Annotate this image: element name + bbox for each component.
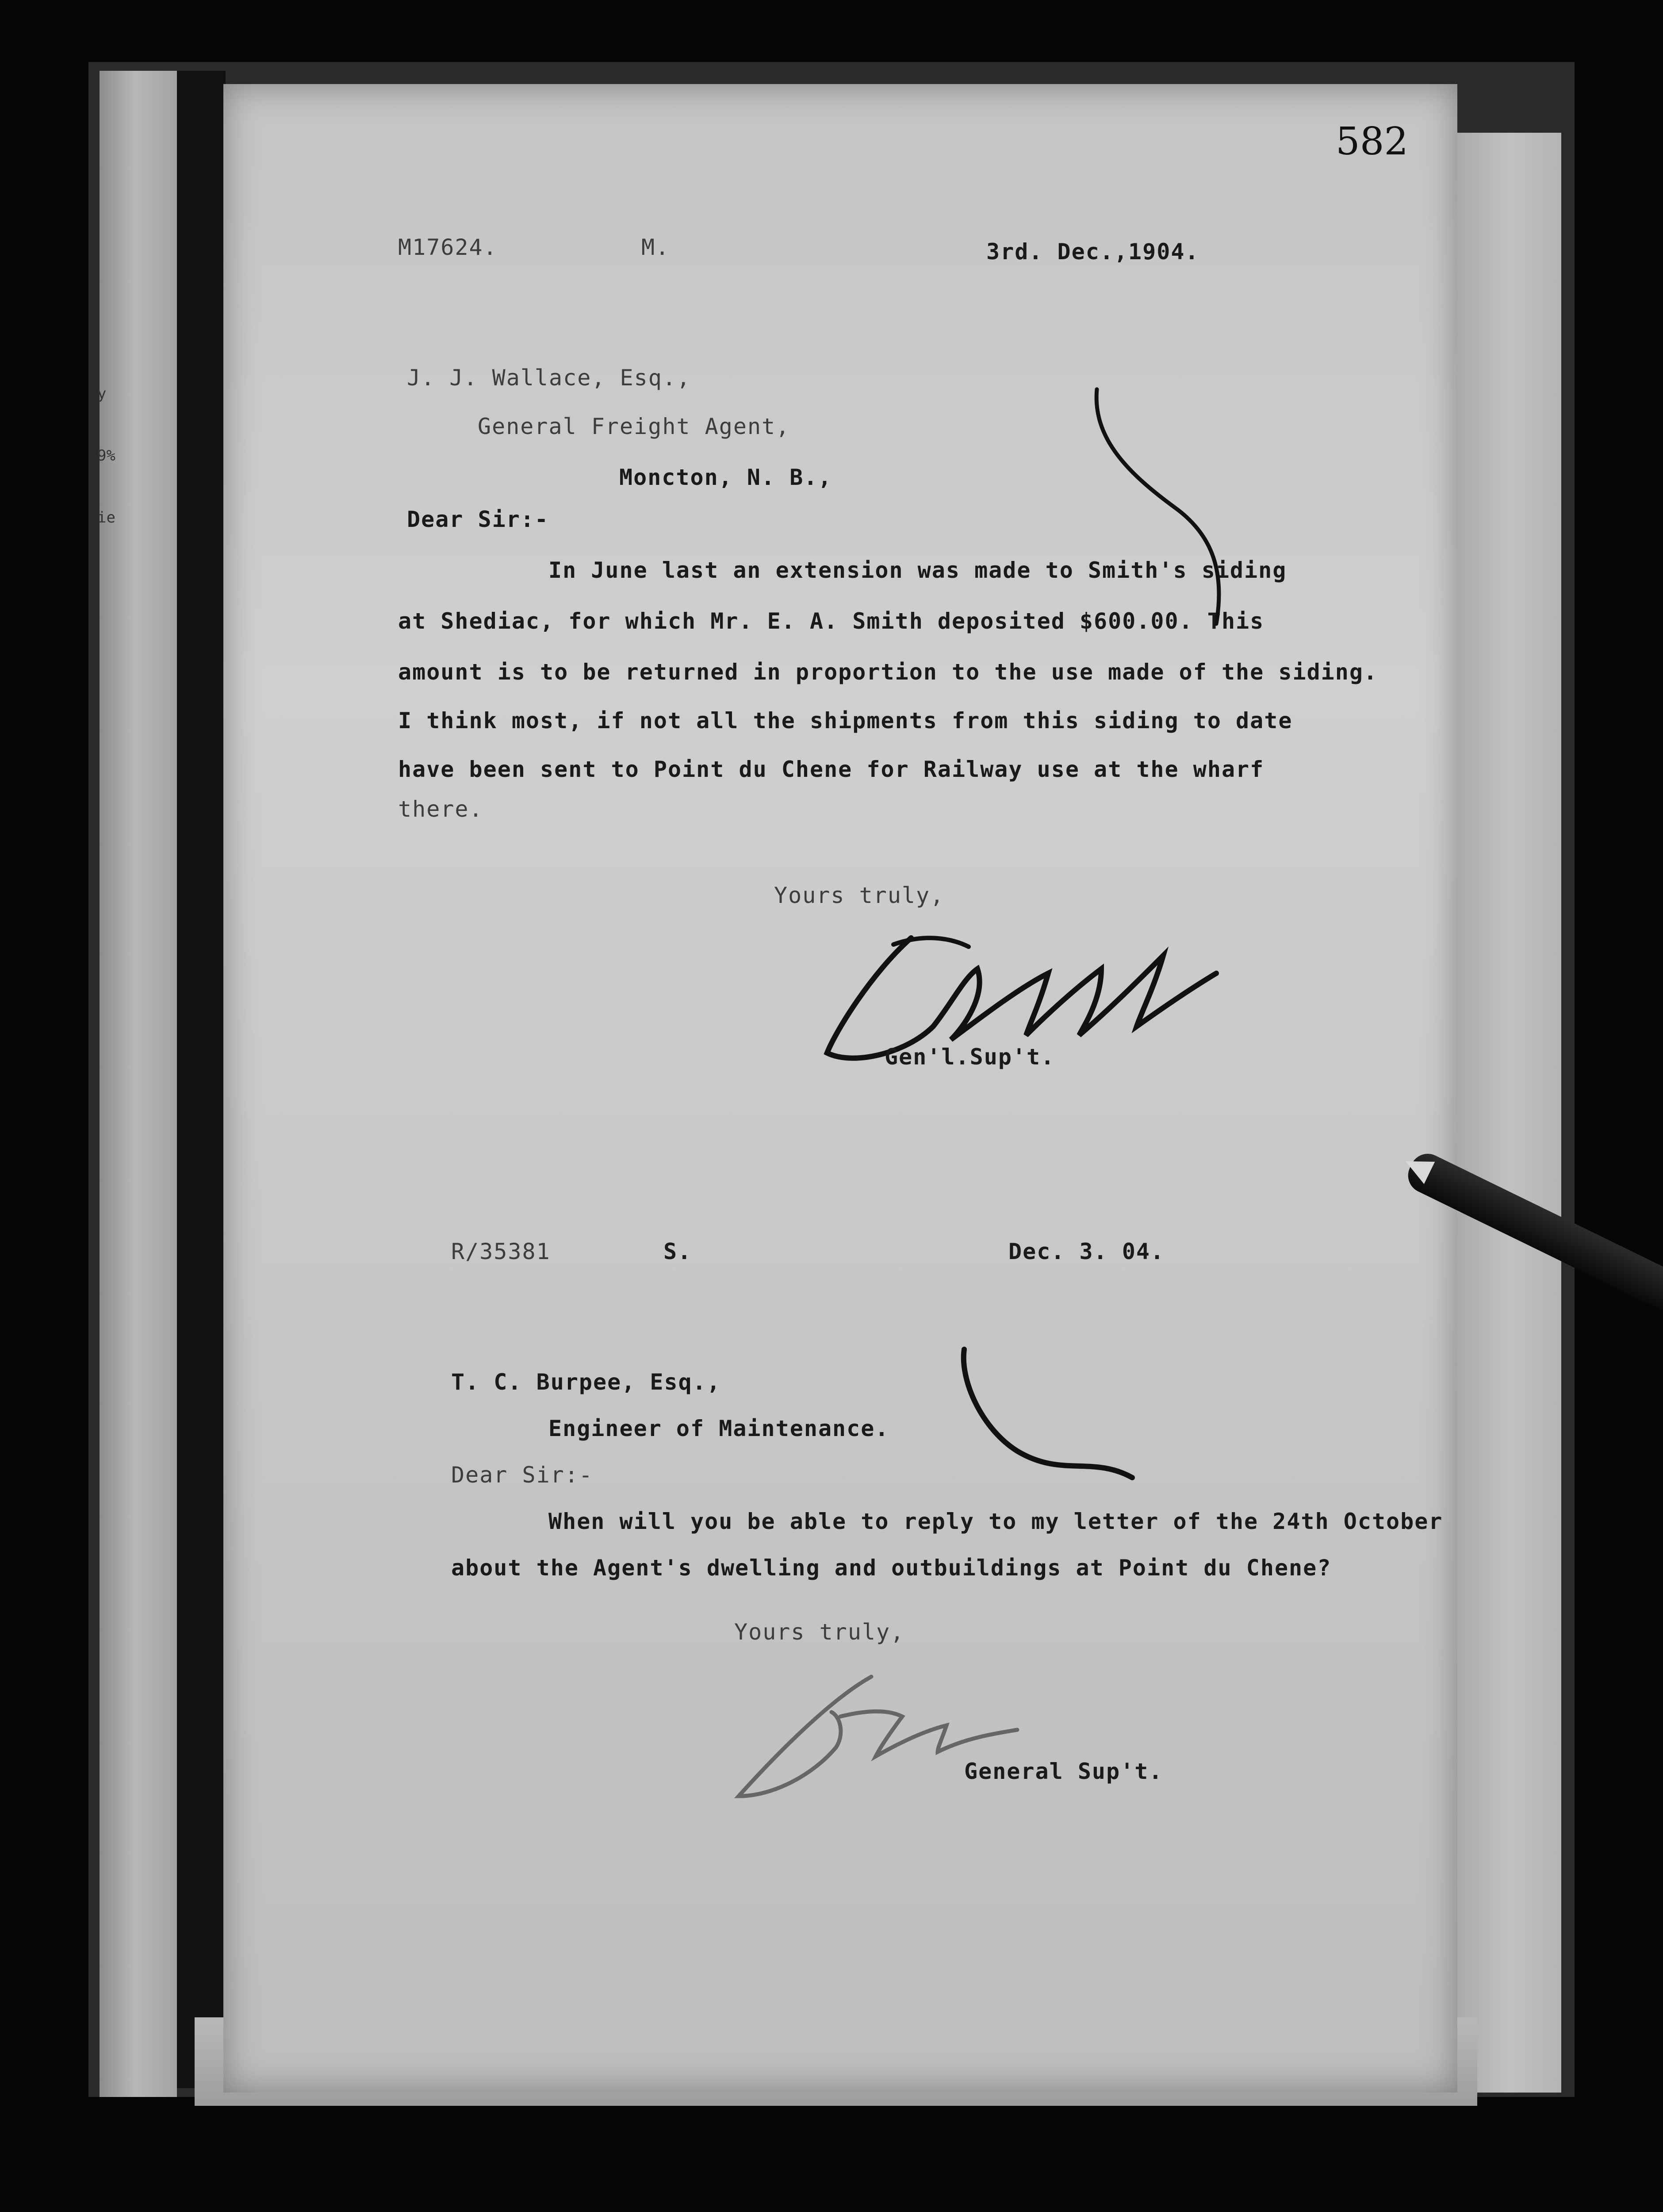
letter2-body-line: about the Agent's dwelling and outbuildings at Point du Chene? (451, 1555, 1332, 1581)
letter1-recipient-place: Moncton, N. B., (619, 465, 832, 490)
letter1-date: 3rd. Dec.,1904. (986, 239, 1199, 265)
letter2-initial: S. (663, 1239, 692, 1264)
page-right-fold (1455, 133, 1561, 2093)
page-gutter (177, 71, 226, 2088)
page-number: 582 (1336, 119, 1409, 164)
letter1-initial: M. (641, 234, 670, 260)
letter2-closing: Yours truly, (734, 1619, 905, 1645)
letter2-body-line: When will you be able to reply to my letter of the 24th October (548, 1509, 1443, 1534)
letter1-body-line: there. (398, 796, 483, 822)
letter2-salutation: Dear Sir:- (451, 1462, 594, 1488)
letter2-date: Dec. 3. 04. (1008, 1239, 1165, 1264)
letter1-body-line: In June last an extension was made to Smith's siding (548, 557, 1287, 583)
letter1-signer-title: Gen'l.Sup't. (885, 1044, 1055, 1070)
letter1-body-line: have been sent to Point du Chene for Railway use at the wharf (398, 757, 1264, 782)
letter1-salutation: Dear Sir:- (407, 507, 549, 532)
pen-stroke-mark (951, 1345, 1154, 1504)
letter1-closing: Yours truly, (774, 883, 945, 908)
fragment: ie (97, 509, 115, 526)
letter1-ref: M17624. (398, 234, 498, 260)
fragment: 9% (97, 447, 115, 465)
letter1-body-line: amount is to be returned in proportion to the use made of the siding. (398, 659, 1378, 685)
signature-2 (725, 1663, 1035, 1814)
fragment: y (97, 385, 107, 403)
letter1-recipient-title: General Freight Agent, (478, 414, 790, 439)
letter2-recipient-title: Engineer of Maintenance. (548, 1416, 889, 1441)
adjacent-page-fragments (97, 363, 115, 549)
letter2-recipient-name: T. C. Burpee, Esq., (451, 1369, 721, 1395)
letter1-recipient-name: J. J. Wallace, Esq., (407, 365, 691, 391)
letter2-ref: R/35381 (451, 1239, 551, 1264)
letter1-body-line: at Shediac, for which Mr. E. A. Smith deposited $600.00. This (398, 608, 1264, 634)
pen-stroke-mark (1088, 385, 1247, 633)
letter2-signer-title: General Sup't. (964, 1759, 1163, 1784)
letter1-body-line: I think most, if not all the shipments from this siding to date (398, 708, 1293, 733)
